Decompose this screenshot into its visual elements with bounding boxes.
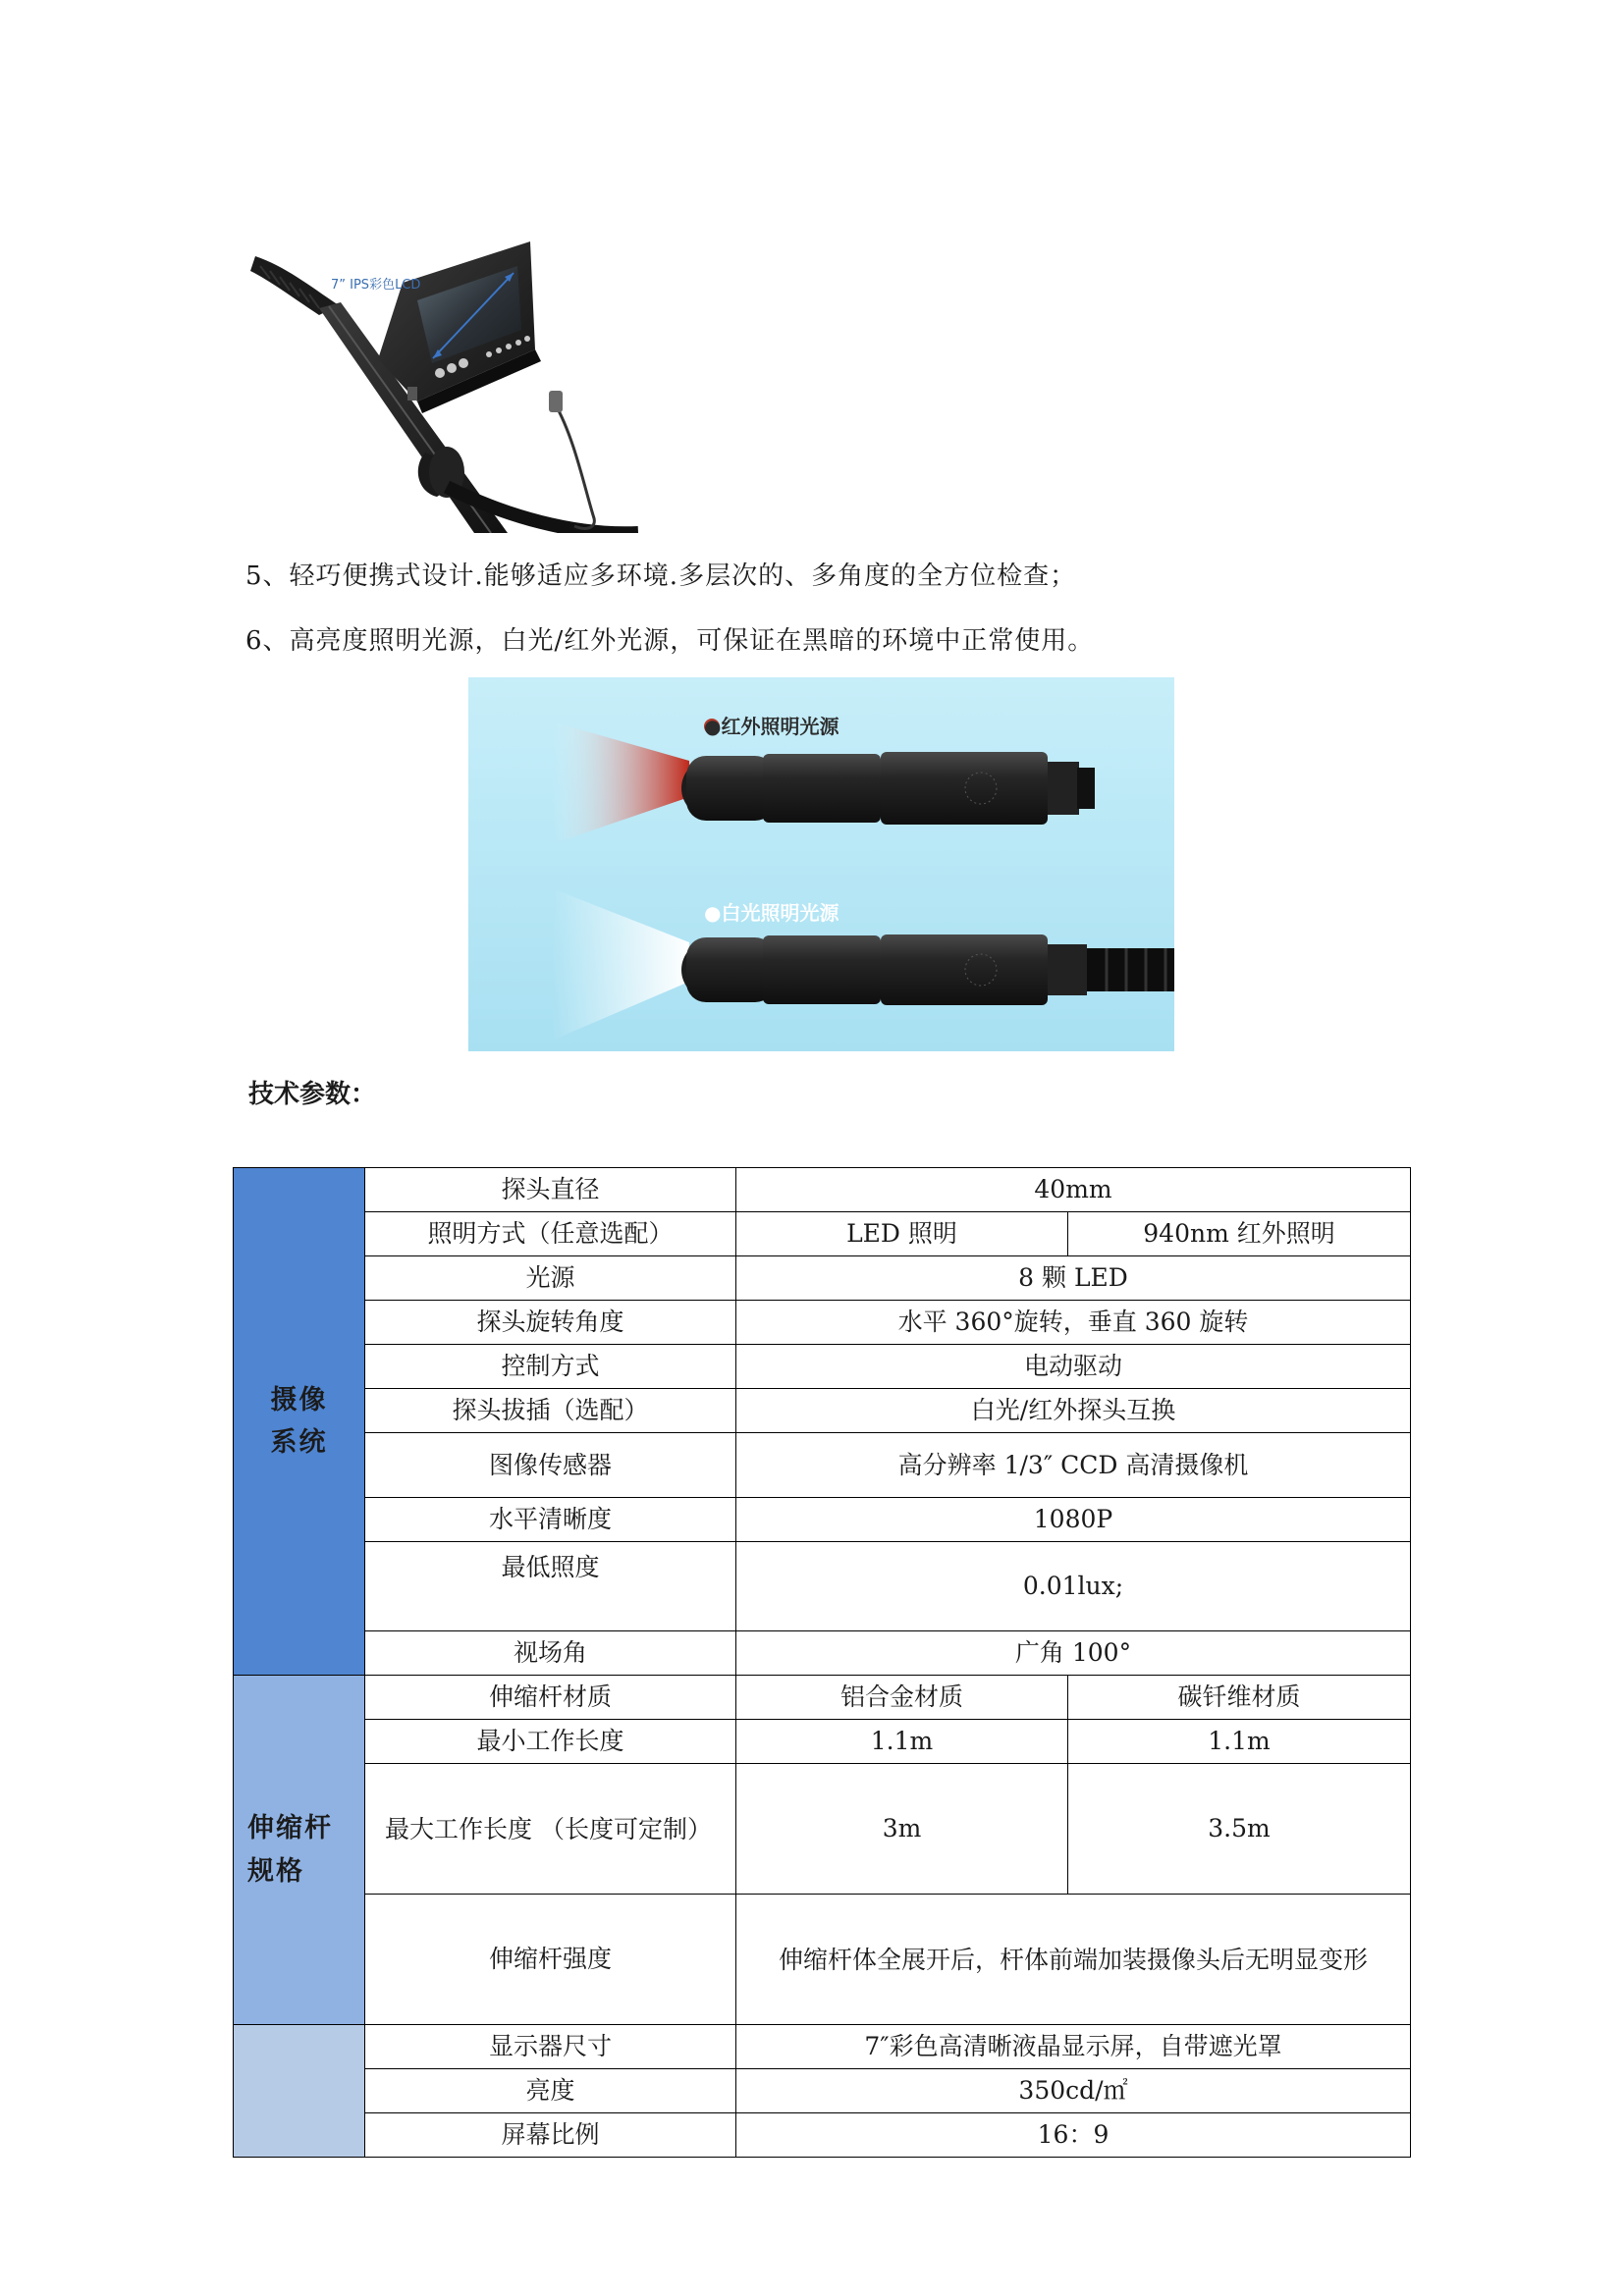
table-row	[234, 1433, 1411, 1498]
feature-item-6: 6、高亮度照明光源，白光/红外光源，可保证在黑暗的环境中正常使用。	[245, 626, 1095, 656]
spec-value: 高分辨率 1/3″ CCD 高清摄像机	[736, 1433, 1411, 1498]
monitor-product-image	[250, 241, 766, 533]
table-row	[234, 1389, 1411, 1433]
spec-value: 3.5m	[1068, 1764, 1411, 1895]
spec-value: 1.1m	[736, 1720, 1068, 1764]
group-telescopic-pole	[234, 1676, 365, 2025]
table-row	[234, 2113, 1411, 2158]
table-row	[234, 1676, 1411, 1720]
table-row	[234, 1764, 1411, 1895]
table-row	[234, 1212, 1411, 1256]
spec-value: 3m	[736, 1764, 1068, 1895]
spec-value: 铝合金材质	[736, 1676, 1068, 1720]
spec-label: 最低照度	[365, 1542, 736, 1631]
spec-label: 屏幕比例	[365, 2113, 736, 2158]
spec-label: 水平清晰度	[365, 1498, 736, 1542]
spec-value: 350cd/㎡	[736, 2069, 1411, 2113]
spec-label: 伸缩杆材质	[365, 1676, 736, 1720]
spec-value: 水平 360°旋转，垂直 360 旋转	[736, 1301, 1411, 1345]
table-row	[234, 1542, 1411, 1631]
table-row	[234, 2069, 1411, 2113]
table-row	[234, 1895, 1411, 2025]
spec-label: 最大工作长度 （长度可定制）	[365, 1764, 736, 1895]
spec-value: 16：9	[736, 2113, 1411, 2158]
spec-label: 最小工作长度	[365, 1720, 736, 1764]
spec-value: 白光/红外探头互换	[736, 1389, 1411, 1433]
spec-label: 亮度	[365, 2069, 736, 2113]
spec-label: 探头直径	[365, 1168, 736, 1212]
group-display	[234, 2025, 365, 2158]
spec-label: 探头旋转角度	[365, 1301, 736, 1345]
spec-label: 控制方式	[365, 1345, 736, 1389]
lcd-callout-label: 7” IPS彩色LCD	[331, 278, 421, 293]
spec-label: 伸缩杆强度	[365, 1895, 736, 2025]
table-row	[234, 1168, 1411, 1212]
spec-label: 图像传感器	[365, 1433, 736, 1498]
spec-value: 0.01lux;	[736, 1542, 1411, 1631]
spec-table	[233, 1167, 1411, 2158]
table-row	[234, 1256, 1411, 1301]
spec-value: 1080P	[736, 1498, 1411, 1542]
group-camera-system	[234, 1168, 365, 1676]
spec-value: 广角 100°	[736, 1631, 1411, 1676]
table-row	[234, 1345, 1411, 1389]
table-row	[234, 1720, 1411, 1764]
spec-value: 940nm 红外照明	[1068, 1212, 1411, 1256]
feature-item-5: 5、轻巧便携式设计.能够适应多环境.多层次的、多角度的全方位检查；	[245, 561, 1077, 591]
spec-value: 电动驱动	[736, 1345, 1411, 1389]
group-label: 摄像系统	[270, 1384, 328, 1458]
spec-label: 视场角	[365, 1631, 736, 1676]
table-row	[234, 2025, 1411, 2069]
probe-light-source-image	[468, 677, 1174, 1051]
spec-value: 碳钎维材质	[1068, 1676, 1411, 1720]
spec-value: LED 照明	[736, 1212, 1068, 1256]
spec-label: 光源	[365, 1256, 736, 1301]
spec-value: 7″彩色高清晰液晶显示屏，自带遮光罩	[736, 2025, 1411, 2069]
white-light-label: ●白光照明光源	[704, 901, 839, 925]
table-row	[234, 1498, 1411, 1542]
spec-value: 伸缩杆体全展开后，杆体前端加装摄像头后无明显变形	[736, 1895, 1411, 2025]
spec-label: 探头拔插（选配）	[365, 1389, 736, 1433]
spec-value: 8 颗 LED	[736, 1256, 1411, 1301]
spec-section-heading: 技术参数：	[248, 1080, 377, 1109]
table-row	[234, 1301, 1411, 1345]
spec-label: 照明方式（任意选配）	[365, 1212, 736, 1256]
group-label: 伸缩杆规格	[247, 1813, 333, 1887]
spec-label: 显示器尺寸	[365, 2025, 736, 2069]
ir-light-label: ●红外照明光源	[704, 715, 839, 738]
table-row	[234, 1631, 1411, 1676]
spec-value: 40mm	[736, 1168, 1411, 1212]
spec-value: 1.1m	[1068, 1720, 1411, 1764]
